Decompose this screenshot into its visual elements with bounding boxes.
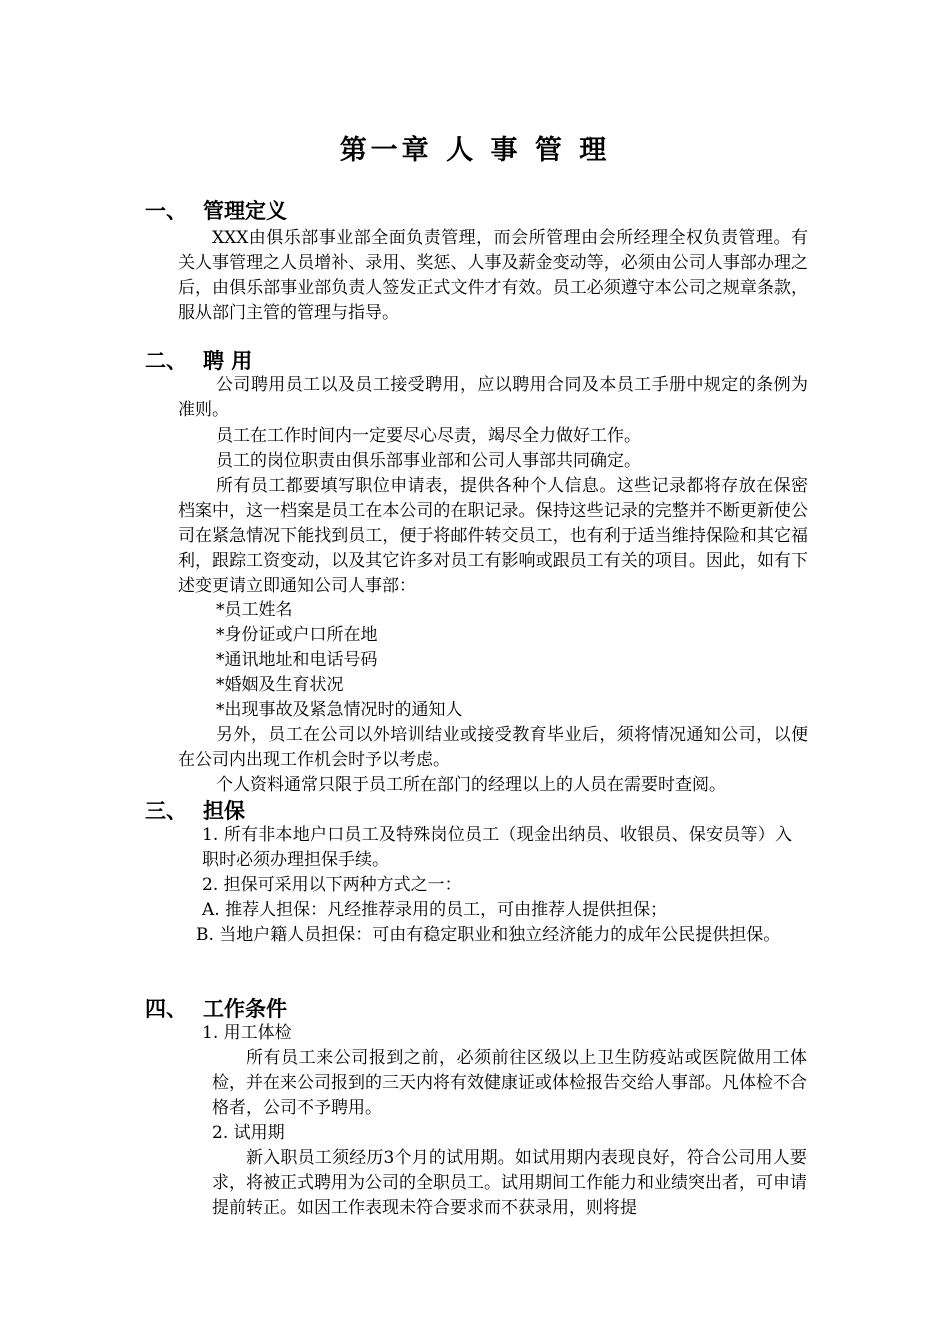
section-title: 工作条件	[203, 996, 287, 1021]
list-item: *出现事故及紧急情况时的通知人	[216, 700, 463, 720]
section-heading-4	[145, 994, 287, 1024]
section-number: 四、	[145, 996, 187, 1021]
paragraph: 公司聘用员工以及员工接受聘用，应以聘用合同及本员工手册中规定的条例为准则。	[178, 375, 808, 420]
section-number: 二、	[145, 348, 187, 373]
section-heading-2	[145, 346, 252, 376]
chapter-title: 第一章 人 事 管 理	[339, 135, 611, 166]
paragraph: 新入职员工须经历3个月的试用期。如试用期内表现良好，符合公司用人要求，将被正式聘用为公司的全职员工。试用期间工作能力和业绩突出者，可申请提前转正。如因工作表现未符合要求而不获录用，则将提	[212, 1148, 807, 1218]
section-heading-3	[145, 796, 245, 826]
section-number: 三、	[145, 798, 187, 823]
paragraph: XXX由俱乐部事业部全面负责管理，而会所管理由会所经理全权负责管理。有关人事管理之人员增补、录用、奖惩、人事及薪金变动等，必须由公司人事部办理之后，由俱乐部事业部负责人签发正式文件才有效。员工必须遵守本公司之规章条款，服从部门主管的管理与指导。	[178, 228, 808, 323]
list-item: *身份证或户口所在地	[216, 625, 378, 645]
paragraph: 员工在工作时间内一定要尽心尽责，竭尽全力做好工作。	[216, 426, 641, 446]
list-item: *通讯地址和电话号码	[216, 650, 378, 670]
subsection-label: 2. 试用期	[212, 1123, 285, 1143]
list-item: A. 推荐人担保：凡经推荐录用的员工，可由推荐人提供担保；	[202, 900, 668, 920]
paragraph: 所有员工来公司报到之前，必须前往区级以上卫生防疫站或医院做用工体检，并在来公司报到的三天内将有效健康证或体检报告交给人事部。凡体检不合格者，公司不予聘用。	[212, 1048, 807, 1118]
paragraph: 个人资料通常只限于员工所在部门的经理以上的人员在需要时查阅。	[216, 775, 726, 795]
section-title: 担保	[203, 798, 245, 823]
list-item: 1. 所有非本地户口员工及特殊岗位员工（现金出纳员、收银员、保安员等）入职时必须办理担保手续。	[202, 825, 792, 870]
section-heading-1	[145, 196, 287, 226]
paragraph: 员工的岗位职责由俱乐部事业部和公司人事部共同确定。	[216, 451, 641, 471]
list-item: B. 当地户籍人员担保：可由有稳定职业和独立经济能力的成年公民提供担保。	[196, 925, 781, 945]
paragraph: 所有员工都要填写职位申请表，提供各种个人信息。这些记录都将存放在保密档案中，这一档案是员工在本公司的在职记录。保持这些记录的完整并不断更新使公司在紧急情况下能找到员工，便于将邮件转交员工，也有利于适当维持保险和其它福利，跟踪工资变动，以及其它许多对员工有影响或跟员工有关的项目。因此，如有下述变更请立即通知公司人事部：	[178, 476, 808, 596]
section-title: 聘 用	[203, 348, 253, 373]
list-item: *婚姻及生育状况	[216, 675, 344, 695]
section-number: 一、	[145, 198, 187, 223]
list-item: 2. 担保可采用以下两种方式之一：	[202, 875, 462, 895]
list-item: *员工姓名	[216, 600, 293, 620]
subsection-label: 1. 用工体检	[202, 1023, 292, 1043]
paragraph: 另外，员工在公司以外培训结业或接受教育毕业后，须将情况通知公司，以便在公司内出现工作机会时予以考虑。	[178, 725, 808, 770]
section-title: 管理定义	[203, 198, 287, 223]
